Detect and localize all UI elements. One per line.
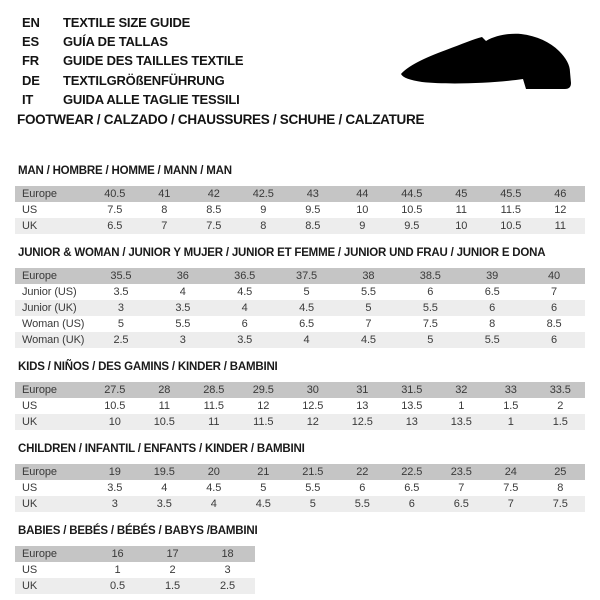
language-row	[22, 32, 243, 51]
size-cell: 11.5	[203, 400, 224, 412]
size-cell: 13.5	[450, 416, 472, 428]
size-cell: 8.5	[305, 220, 321, 232]
size-cell: 12	[257, 400, 270, 412]
size-cell: 41	[158, 188, 171, 200]
row-label: Woman (UK)	[22, 334, 85, 346]
size-cell: 9	[359, 220, 366, 232]
language-label: GUÍA DE TALLAS	[63, 34, 168, 50]
size-cell: 35.5	[110, 270, 132, 282]
row-label: US	[22, 400, 38, 412]
size-cell: 3	[111, 498, 118, 510]
size-cell: 5.5	[484, 334, 500, 346]
size-cell: 5	[427, 334, 434, 346]
size-cell: 37.5	[296, 270, 318, 282]
size-cell: 3	[179, 334, 186, 346]
language-code: FR	[22, 53, 39, 69]
size-cell: 4.5	[299, 302, 315, 314]
size-cell: 6	[359, 482, 366, 494]
table-row	[15, 578, 255, 594]
size-cell: 39	[486, 270, 499, 282]
size-cell: 3.5	[237, 334, 253, 346]
size-cell: 5.5	[175, 318, 191, 330]
size-cell: 28.5	[203, 384, 225, 396]
size-cell: 4.5	[237, 286, 253, 298]
size-cell: 6.5	[453, 498, 469, 510]
size-cell: 3	[224, 564, 231, 576]
size-cell: 38	[362, 270, 375, 282]
table-row	[15, 316, 585, 332]
size-cell: 6	[408, 498, 415, 510]
size-cell: 4	[241, 302, 248, 314]
row-label: UK	[22, 498, 38, 510]
size-table	[15, 464, 585, 512]
row-label: Junior (UK)	[22, 302, 77, 314]
section-title: CHILDREN / INFANTIL / ENFANTS / KINDER / BAMBINI	[18, 443, 305, 455]
size-cell: 7.5	[503, 482, 519, 494]
size-cell: 8	[161, 204, 168, 216]
size-cell: 42.5	[252, 188, 274, 200]
size-cell: 1	[114, 564, 121, 576]
size-cell: 43	[306, 188, 319, 200]
language-row	[22, 13, 243, 32]
size-cell: 6.5	[404, 482, 420, 494]
size-cell: 5	[117, 318, 124, 330]
size-cell: 7	[458, 482, 465, 494]
row-label: UK	[22, 220, 38, 232]
size-section	[15, 525, 585, 594]
size-cell: 0.5	[110, 580, 125, 592]
size-cell: 10.5	[500, 220, 522, 232]
row-label: UK	[22, 416, 38, 428]
size-cell: 4	[210, 498, 217, 510]
size-cell: 6	[241, 318, 248, 330]
size-cell: 30	[306, 384, 319, 396]
size-cell: 2.5	[220, 580, 235, 592]
size-cell: 3.5	[156, 498, 172, 510]
size-cell: 32	[455, 384, 468, 396]
size-cell: 29.5	[252, 384, 274, 396]
size-cell: 9.5	[404, 220, 420, 232]
row-label: Woman (US)	[22, 318, 85, 330]
size-cell: 7.5	[206, 220, 222, 232]
size-cell: 7	[551, 286, 558, 298]
row-label: UK	[22, 580, 38, 592]
size-cell: 21.5	[302, 466, 324, 478]
size-cell: 6	[551, 334, 558, 346]
size-cell: 6.5	[299, 318, 315, 330]
size-cell: 3.5	[175, 302, 191, 314]
size-cell: 31.5	[401, 384, 423, 396]
size-cell: 7.5	[552, 498, 568, 510]
table-row	[15, 186, 585, 202]
table-row	[15, 414, 585, 430]
language-label: GUIDA ALLE TAGLIE TESSILI	[63, 91, 240, 107]
size-cell: 3	[117, 302, 124, 314]
size-cell: 12.5	[351, 416, 373, 428]
language-code: ES	[22, 34, 39, 50]
size-cell: 27.5	[104, 384, 126, 396]
size-cell: 7.5	[107, 204, 123, 216]
size-section	[15, 165, 585, 234]
language-code: IT	[22, 91, 34, 107]
size-cell: 31	[356, 384, 369, 396]
language-label: GUIDE DES TAILLES TEXTILE	[63, 53, 244, 69]
size-cell: 6	[427, 286, 434, 298]
size-cell: 12	[306, 416, 319, 428]
size-cell: 44	[356, 188, 369, 200]
size-cell: 42	[207, 188, 220, 200]
size-tables	[15, 165, 585, 600]
size-cell: 17	[166, 548, 179, 560]
table-row	[15, 268, 585, 284]
size-cell: 40.5	[104, 188, 126, 200]
size-cell: 45.5	[500, 188, 522, 200]
category-heading: FOOTWEAR / CALZADO / CHAUSSURES / SCHUHE / CALZATURE	[17, 112, 425, 127]
size-table	[15, 186, 585, 234]
size-cell: 5.5	[422, 302, 438, 314]
size-section	[15, 247, 585, 348]
size-cell: 6.5	[484, 286, 500, 298]
size-cell: 6.5	[107, 220, 123, 232]
section-title: BABIES / BEBÉS / BÉBÉS / BABYS /BAMBINI	[18, 525, 258, 537]
table-row	[15, 480, 585, 496]
row-label: Europe	[22, 270, 57, 282]
size-cell: 33	[504, 384, 517, 396]
size-cell: 9	[260, 204, 267, 216]
size-cell: 7	[507, 498, 514, 510]
row-label: US	[22, 564, 38, 576]
size-cell: 13.5	[401, 400, 423, 412]
size-cell: 22.5	[401, 466, 423, 478]
language-row	[22, 90, 243, 109]
size-cell: 45	[455, 188, 468, 200]
size-cell: 1	[458, 400, 465, 412]
size-cell: 5.5	[354, 498, 370, 510]
section-title: MAN / HOMBRE / HOMME / MANN / MAN	[18, 165, 232, 177]
row-label: Europe	[22, 466, 57, 478]
size-cell: 10.5	[401, 204, 423, 216]
row-label: Europe	[22, 188, 57, 200]
section-title: JUNIOR & WOMAN / JUNIOR Y MUJER / JUNIOR ET FEMME / JUNIOR UND FRAU / JUNIOR E DONA	[18, 247, 546, 259]
size-cell: 5	[365, 302, 372, 314]
language-label: TEXTILGRÖßENFÜHRUNG	[63, 72, 225, 88]
size-cell: 8	[260, 220, 267, 232]
size-cell: 46	[554, 188, 567, 200]
size-cell: 6	[489, 302, 496, 314]
size-table	[15, 546, 255, 594]
language-code: DE	[22, 72, 40, 88]
size-cell: 1.5	[552, 416, 568, 428]
size-cell: 7	[365, 318, 372, 330]
size-cell: 10.5	[153, 416, 175, 428]
size-cell: 2	[169, 564, 176, 576]
language-row	[22, 51, 243, 70]
size-cell: 25	[554, 466, 567, 478]
table-row	[15, 332, 585, 348]
table-row	[15, 202, 585, 218]
size-cell: 12	[554, 204, 567, 216]
size-cell: 1	[507, 416, 514, 428]
size-cell: 10	[108, 416, 121, 428]
row-label: Europe	[22, 384, 57, 396]
size-cell: 4.5	[360, 334, 376, 346]
size-table	[15, 268, 585, 348]
size-cell: 4.5	[206, 482, 222, 494]
table-row	[15, 382, 585, 398]
size-cell: 4.5	[255, 498, 271, 510]
size-cell: 36	[176, 270, 189, 282]
table-row	[15, 398, 585, 414]
size-cell: 16	[111, 548, 124, 560]
size-cell: 8.5	[546, 318, 562, 330]
size-cell: 5.5	[305, 482, 321, 494]
size-cell: 4	[179, 286, 186, 298]
size-cell: 1.5	[503, 400, 519, 412]
size-cell: 44.5	[401, 188, 423, 200]
size-cell: 5	[303, 286, 310, 298]
size-cell: 11	[208, 416, 220, 428]
size-cell: 38.5	[419, 270, 441, 282]
size-cell: 8	[489, 318, 496, 330]
size-cell: 10	[455, 220, 468, 232]
size-cell: 33.5	[549, 384, 571, 396]
table-row	[15, 562, 255, 578]
size-cell: 11	[158, 400, 170, 412]
language-list	[22, 13, 243, 109]
row-label: Europe	[22, 548, 57, 560]
size-cell: 11	[455, 204, 467, 216]
size-cell: 1.5	[165, 580, 180, 592]
size-cell: 13	[405, 416, 418, 428]
size-cell: 4	[303, 334, 310, 346]
table-row	[15, 300, 585, 316]
size-cell: 2	[557, 400, 564, 412]
size-cell: 3.5	[113, 286, 129, 298]
size-cell: 20	[207, 466, 220, 478]
row-label: US	[22, 204, 38, 216]
size-section	[15, 443, 585, 512]
table-row	[15, 218, 585, 234]
size-cell: 4	[161, 482, 168, 494]
size-cell: 7	[161, 220, 168, 232]
table-row	[15, 464, 585, 480]
size-cell: 10.5	[104, 400, 126, 412]
size-cell: 19	[108, 466, 121, 478]
size-cell: 8.5	[206, 204, 222, 216]
size-cell: 21	[257, 466, 270, 478]
size-section	[15, 361, 585, 430]
size-cell: 2.5	[113, 334, 129, 346]
dress-shoe-icon	[398, 30, 577, 92]
size-table	[15, 382, 585, 430]
size-cell: 11	[554, 220, 566, 232]
size-cell: 19.5	[153, 466, 175, 478]
size-cell: 5.5	[360, 286, 376, 298]
size-cell: 13	[356, 400, 369, 412]
size-cell: 11.5	[253, 416, 274, 428]
size-cell: 5	[260, 482, 267, 494]
size-cell: 28	[158, 384, 171, 396]
table-row	[15, 284, 585, 300]
table-row	[15, 496, 585, 512]
row-label: Junior (US)	[22, 286, 77, 298]
section-title: KIDS / NIÑOS / DES GAMINS / KINDER / BAMBINI	[18, 361, 278, 373]
size-cell: 11.5	[500, 204, 521, 216]
row-label: US	[22, 482, 38, 494]
size-cell: 10	[356, 204, 369, 216]
table-row	[15, 546, 255, 562]
size-cell: 22	[356, 466, 369, 478]
size-cell: 5	[309, 498, 316, 510]
size-cell: 7.5	[422, 318, 438, 330]
size-cell: 18	[221, 548, 234, 560]
size-cell: 9.5	[305, 204, 321, 216]
language-label: TEXTILE SIZE GUIDE	[63, 15, 191, 30]
size-cell: 3.5	[107, 482, 123, 494]
size-cell: 40	[548, 270, 561, 282]
size-cell: 23.5	[450, 466, 472, 478]
size-cell: 36.5	[234, 270, 256, 282]
size-cell: 8	[557, 482, 564, 494]
size-cell: 6	[551, 302, 558, 314]
language-row	[22, 71, 243, 90]
size-cell: 12.5	[302, 400, 324, 412]
size-cell: 24	[504, 466, 517, 478]
language-code: EN	[22, 15, 40, 30]
